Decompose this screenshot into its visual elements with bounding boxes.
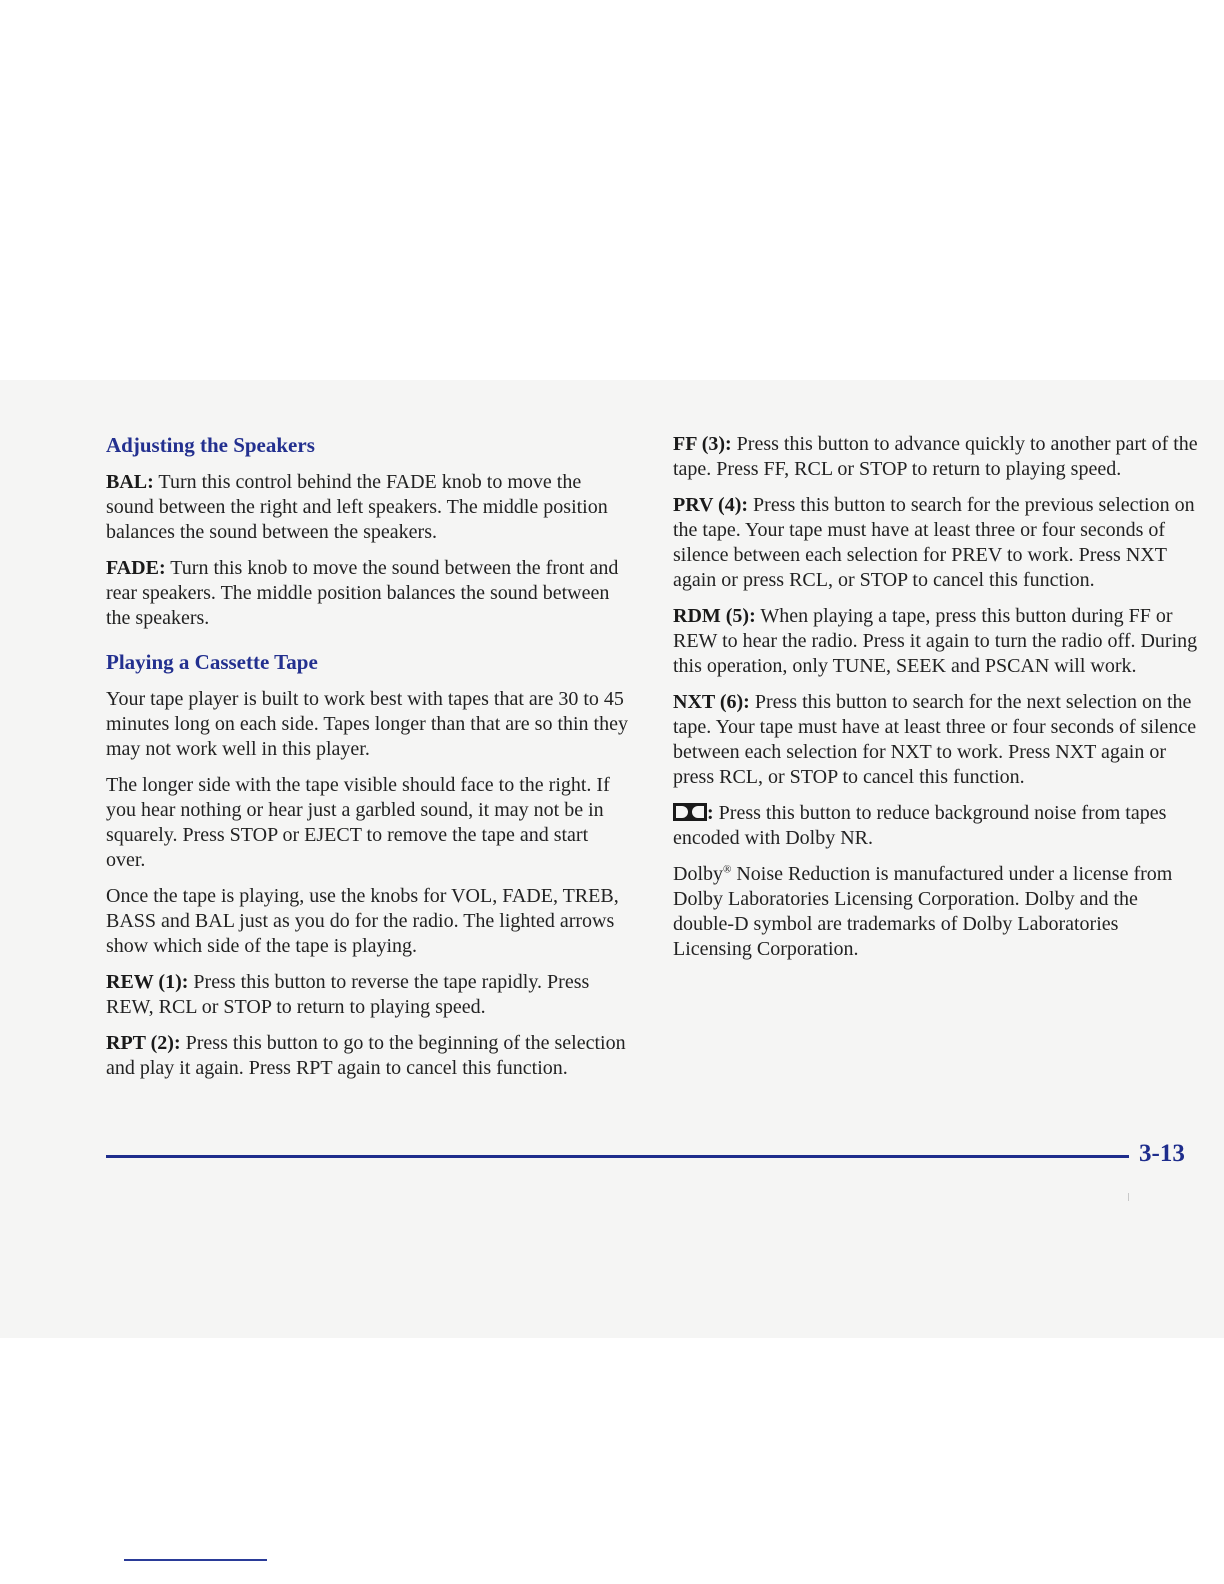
- prv-text: Press this button to search for the previous selection on the tape. Your tape must have at least three or four seconds of silence between each selection for PREV to work. Press NXT again or press RCL, or STOP to cancel this function.: [673, 494, 1195, 591]
- rew-paragraph: [106, 970, 631, 1020]
- tape-knobs-paragraph: Once the tape is playing, use the knobs for VOL, FADE, TREB, BASS and BAL just as you do for the radio. The lighted arrows show which side of the tape is playing.: [106, 885, 619, 957]
- prv-term: PRV (4):: [673, 494, 749, 516]
- nxt-term: NXT (6):: [673, 691, 750, 713]
- fade-text: Turn this knob to move the sound between the front and rear speakers. The middle position balances the sound between the speakers.: [106, 557, 619, 629]
- tape-orientation-paragraph: The longer side with the tape visible should face to the right. If you hear nothing or hear just a garbled sound, it may not be in squarely. Press STOP or EJECT to remove the tape and start over.: [106, 774, 610, 871]
- rew-text: Press this button to reverse the tape rapidly. Press REW, RCL or STOP to return to playing speed.: [106, 971, 590, 1018]
- rdm-text: When playing a tape, press this button during FF or REW to hear the radio. Press it again to turn the radio off. During this operation, only TUNE, SEEK and PSCAN will work.: [673, 605, 1198, 677]
- rpt-paragraph: [106, 1031, 631, 1081]
- left-column: [106, 432, 631, 1092]
- rpt-term: RPT (2):: [106, 1032, 181, 1054]
- right-column: [673, 432, 1198, 973]
- dolby-paragraph: [673, 801, 1198, 851]
- fade-paragraph: [106, 556, 631, 631]
- trademark-text: Noise Reduction is manufactured under a license from Dolby Laboratories Licensing Corporation. Dolby and the double-D symbol are trademarks of Dolby Laboratories Licensing Corporation.: [673, 863, 1173, 960]
- footer-rule: [106, 1155, 1129, 1158]
- rdm-term: RDM (5):: [673, 605, 756, 627]
- bottom-rule: [124, 1559, 267, 1561]
- dolby-colon: :: [707, 802, 714, 824]
- tape-length-paragraph: Your tape player is built to work best with tapes that are 30 to 45 minutes long on each side. Tapes longer than that are so thin they may not work well in this player.: [106, 688, 628, 760]
- bal-text: Turn this control behind the FADE knob to move the sound between the right and left speakers. The middle position balances the sound between the speakers.: [106, 471, 608, 543]
- trademark-paragraph: [673, 862, 1198, 962]
- nxt-text: Press this button to search for the next selection on the tape. Your tape must have at least three or four seconds of silence between each selection for NXT to work. Press NXT again or press RCL, or STOP to cancel this function.: [673, 691, 1197, 788]
- prv-paragraph: [673, 493, 1198, 593]
- page-number: 3-13: [1139, 1140, 1185, 1167]
- dolby-text: Press this button to reduce background noise from tapes encoded with Dolby NR.: [673, 802, 1167, 849]
- rew-term: REW (1):: [106, 971, 189, 993]
- rdm-paragraph: [673, 604, 1198, 679]
- heading-adjusting-speakers: Adjusting the Speakers: [106, 433, 315, 457]
- nxt-paragraph: [673, 690, 1198, 790]
- ff-text: Press this button to advance quickly to another part of the tape. Press FF, RCL or STOP to return to playing speed.: [673, 433, 1198, 480]
- bal-paragraph: [106, 470, 631, 545]
- dolby-double-d-icon: [673, 803, 707, 821]
- heading-playing-cassette: Playing a Cassette Tape: [106, 650, 318, 674]
- fade-term: FADE:: [106, 557, 166, 579]
- registered-mark: ®: [723, 863, 732, 876]
- ff-paragraph: [673, 432, 1198, 482]
- scan-mark: [1128, 1193, 1129, 1201]
- ff-term: FF (3):: [673, 433, 732, 455]
- rpt-text: Press this button to go to the beginning of the selection and play it again. Press RPT again to cancel this function.: [106, 1032, 626, 1079]
- trademark-dolby-word: Dolby: [673, 863, 723, 885]
- bal-term: BAL:: [106, 471, 154, 493]
